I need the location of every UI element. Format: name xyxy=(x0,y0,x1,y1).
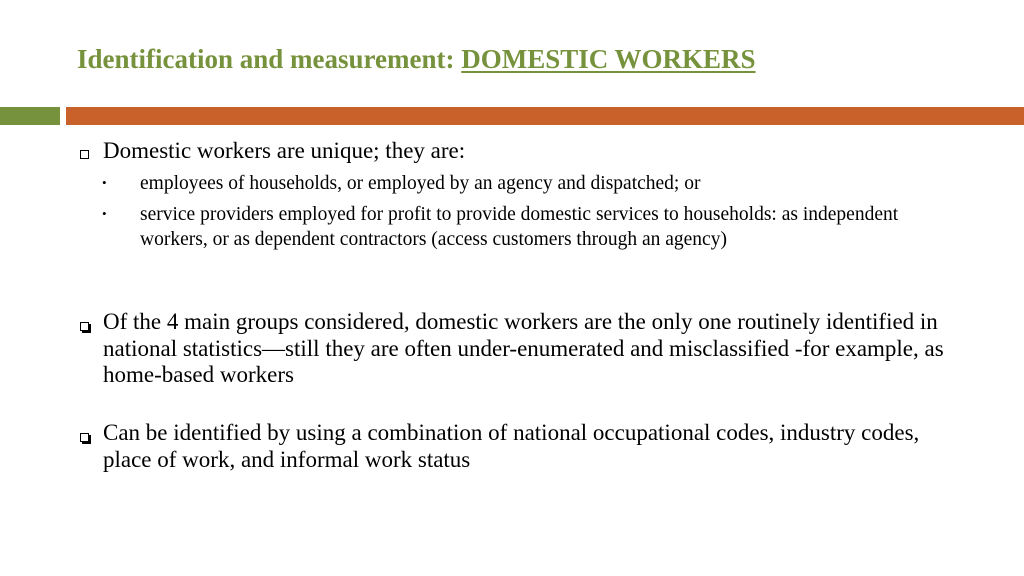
sub-bullet-text: service providers employed for profit to provide domestic services to households: as independent workers, or as dependent contractors (access customers through an agency) xyxy=(140,204,899,250)
bullet-text: Domestic workers are unique; they are: xyxy=(103,138,466,163)
shadowed-square-icon xyxy=(76,318,92,336)
dot-bullet-icon: • xyxy=(102,206,107,221)
bullet-text: Can be identified by using a combination of national occupational codes, industry codes, place of work, and informal work status xyxy=(103,420,920,472)
dot-bullet-icon: • xyxy=(102,175,107,190)
bullet-text: Of the 4 main groups considered, domestic workers are the only one routinely identified in national statistics—still they are often under-enumerated and misclassified -for example, as home-based workers xyxy=(103,309,944,387)
slide-title xyxy=(77,44,756,75)
title-emphasis: DOMESTIC WORKERS xyxy=(461,44,756,74)
accent-bar-left xyxy=(0,107,60,125)
open-square-icon xyxy=(76,146,92,164)
accent-bar-right xyxy=(66,107,1024,125)
title-prefix: Identification and measurement: xyxy=(77,44,462,74)
shadowed-square-icon xyxy=(76,429,92,447)
sub-bullet-text: employees of households, or employed by an agency and dispatched; or xyxy=(140,173,701,194)
